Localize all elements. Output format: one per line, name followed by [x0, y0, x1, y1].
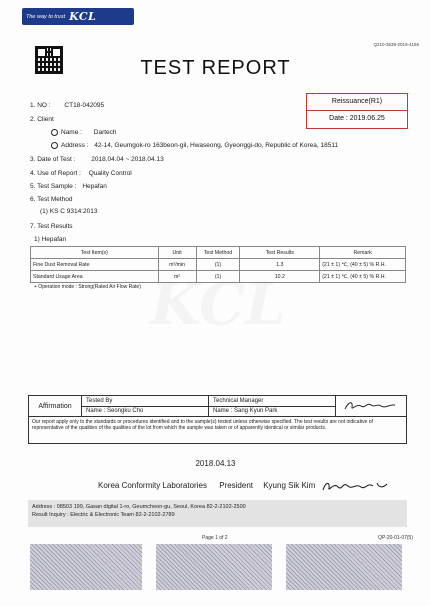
header-remark: Remark [320, 247, 406, 259]
header-test-method: Test Method [196, 247, 240, 259]
document-number: Q210-3539-2019-4166 [373, 42, 419, 47]
kcl-logo [22, 8, 134, 25]
security-pattern [286, 544, 402, 590]
cell-remark: (21 ± 1) ℃, (40 ± 5) % R.H. [320, 271, 406, 283]
client-label: 2. Client [30, 116, 54, 123]
reissuance-box [306, 93, 408, 129]
date-of-test-label: 3. Date of Test : [30, 156, 76, 163]
report-no-row [30, 102, 104, 109]
bullet-circle-icon [51, 129, 58, 136]
manager-signature [336, 396, 406, 416]
signatory-name: Kyung Sik Kim [263, 481, 316, 491]
test-method-label: 6. Test Method [30, 196, 73, 203]
table-footnote: + Operation mode : Strong(Rated Air Flow Rate) [34, 284, 141, 290]
cell-item: Fine Dust Removal Rate [31, 259, 159, 271]
tested-by-name: Name : Seongku Cho [86, 408, 144, 415]
cell-remark: (21 ± 1) ℃, (40 ± 5) % R.H. [320, 259, 406, 271]
president-signature [321, 479, 391, 493]
reissuance-date: Date : 2019.06.25 [329, 115, 385, 122]
tested-by-col [82, 396, 209, 416]
cell-method: (1) [196, 259, 240, 271]
security-pattern [156, 544, 272, 590]
contact-box [28, 500, 407, 527]
form-code: QP-20-01-07(5) [377, 535, 413, 541]
report-no-label: 1. NO : [30, 102, 51, 109]
test-sample-value: Hepafan [82, 183, 107, 190]
table-header-row [31, 247, 406, 259]
affirmation-box [28, 395, 407, 417]
cell-unit: m² [158, 271, 196, 283]
address-value: 42-14, Geumgok-ro 163beon-gil, Hwaseong, Gyeonggi-do, Republic of Korea, 18511 [94, 142, 339, 150]
signatory-org: Korea Conformity Laboratories [98, 481, 207, 491]
report-title: TEST REPORT [140, 57, 291, 79]
date-of-test-row [30, 156, 164, 163]
reissuance-label: Reissuance(R1) [307, 94, 407, 111]
name-value: Dartech [93, 129, 117, 137]
issue-date: 2018.04.13 [195, 459, 236, 468]
results-table [30, 246, 406, 283]
test-method-value: (1) KS C 9314:2013 [40, 208, 98, 215]
cell-result: 10.2 [240, 271, 320, 283]
name-label: Name : [61, 129, 82, 137]
test-sample-row [30, 183, 107, 190]
header-unit: Unit [158, 247, 196, 259]
use-of-report-value: Quality Control [88, 170, 132, 177]
technical-manager-col [209, 396, 336, 416]
table-row [31, 259, 406, 271]
cell-unit: m³/min [158, 259, 196, 271]
use-of-report-label: 4. Use of Report : [30, 170, 81, 177]
signatory-line [98, 479, 391, 493]
bullet-circle-icon [51, 142, 58, 149]
cell-item: Standard Usage Area [31, 271, 159, 283]
table-row [31, 271, 406, 283]
technical-manager-name: Name : Sang Kyun Park [213, 408, 278, 415]
header-test-items: Test Item(s) [31, 247, 159, 259]
test-sample-label: 5. Test Sample : [30, 183, 77, 190]
page-number: Page 1 of 2 [202, 535, 228, 541]
cell-method: (1) [196, 271, 240, 283]
report-no-value: CT18-042095 [64, 102, 105, 109]
results-subtitle: 1) Hepafan [34, 236, 67, 243]
logo-text: KCL [69, 10, 97, 23]
cell-result: 1.3 [240, 259, 320, 271]
signatory-title: President [219, 481, 253, 491]
date-of-test-value: 2018.04.04 ~ 2018.04.13 [91, 156, 164, 163]
client-name-row [51, 129, 117, 136]
use-of-report-row [30, 170, 132, 177]
logo-slogan: The way to trust [26, 13, 66, 20]
affirmation-label: Affirmation [29, 396, 82, 416]
test-results-label: 7. Test Results [30, 223, 73, 230]
technical-manager-label: Technical Manager [209, 396, 335, 407]
contact-address: Address : 08503 199, Gasan digital 1-ro, Geumcheon-gu, Seoul, Korea 82-2-2102-2500 [32, 504, 246, 510]
address-label: Address : [61, 142, 89, 150]
contact-inquiry: Result Inquiry : Electric & Electronic Team 82-2-2102-2789 [32, 512, 175, 518]
header-test-results: Test Results [240, 247, 320, 259]
security-pattern [30, 544, 142, 590]
disclaimer-text: Our report apply only to the standards or procedures identified and to the sample(s) tested unless otherwise specified. The test results are not indicative of representative of the qualities of the qualities of the lot from which the sample was taken or of apparently identical or similar products. [28, 417, 407, 444]
tested-by-label: Tested By [82, 396, 208, 407]
client-address-row [51, 142, 338, 149]
